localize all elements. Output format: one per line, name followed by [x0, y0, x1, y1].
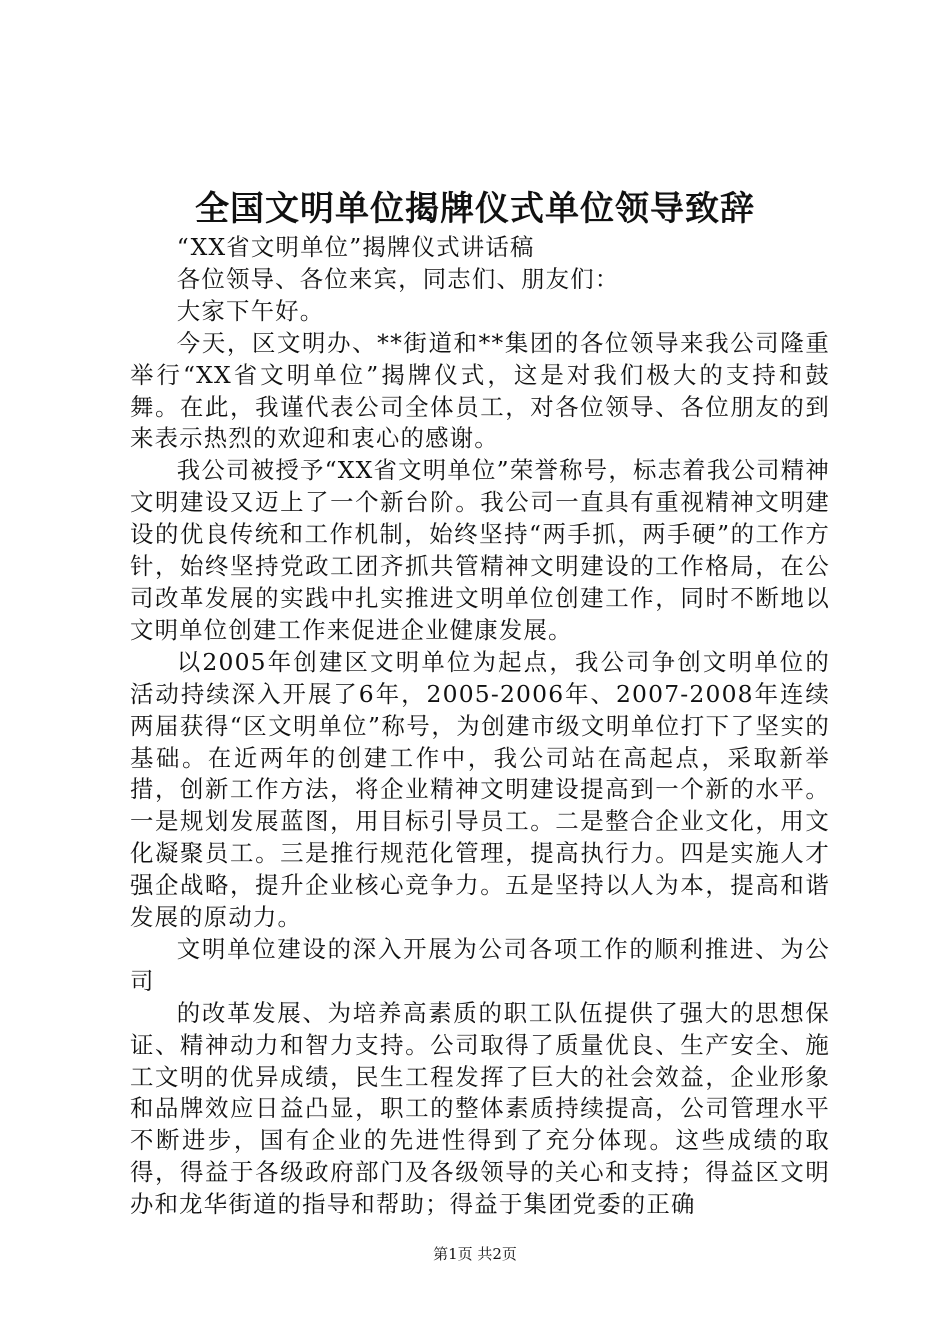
document-body — [130, 232, 830, 1221]
paragraph-impact-intro: 文明单位建设的深入开展为公司各项工作的顺利推进、为公司 — [130, 934, 830, 995]
paragraph-speech-heading: “XX省文明单位”揭牌仪式讲话稿 — [176, 233, 535, 261]
page-number-footer: 第1页 共2页 — [433, 1245, 517, 1263]
paragraph-impact: 的改革发展、为培养高素质的职工队伍提供了强大的思想保证、精神动力和智力支持。公司取得了质量优良、生产安全、施工文明的优异成绩，民生工程发挥了巨大的社会效益，企业形象和品牌效应日益凸显，职工的整体素质持续提高，公司管理水平不断进步，国有企业的先进性得到了充分体现。这些成绩的取得，得益于各级政府部门及各级领导的关心和支持；得益区文明办和龙华街道的指导和帮助；得益于集团党委的正确 — [130, 998, 830, 1219]
paragraph-good-afternoon: 大家下午好。 — [176, 296, 325, 325]
paragraph-greeting: 各位领导、各位来宾，同志们、朋友们： — [176, 264, 620, 293]
paragraph-welcome: 今天，区文明办、**街道和**集团的各位领导来我公司隆重举行“XX省文明单位”揭牌仪式，这是对我们极大的支持和鼓舞。在此，我谨代表公司全体员工，对各位领导、各位朋友的到来表示热烈的欢迎和衷心的感谢。 — [130, 328, 830, 453]
paragraph-honor: 我公司被授予“XX省文明单位”荣誉称号，标志着我公司精神文明建设又迈上了一个新台阶。我公司一直具有重视精神文明建设的优良传统和工作机制，始终坚持“两手抓，两手硬”的工作方针，始终坚持党政工团齐抓共管精神文明建设的工作格局，在公司改革发展的实践中扎实推进文明单位创建工作，同时不断地以文明单位创建工作来促进企业健康发展。 — [130, 456, 830, 644]
document-title: 全国文明单位揭牌仪式单位领导致辞 — [195, 189, 755, 229]
paragraph-history: 以2005年创建区文明单位为起点，我公司争创文明单位的活动持续深入开展了6年，2005-2006年、2007-2008年连续两届获得“区文明单位”称号，为创建市级文明单位打下了坚实的基础。在近两年的创建工作中，我公司站在高起点，采取新举措，创新工作方法，将企业精神文明建设提高到一个新的水平。一是规划发展蓝图，用目标引导员工。二是整合企业文化，用文化凝聚员工。三是推行规范化管理，提高执行力。四是实施人才强企战略，提升企业核心竞争力。五是坚持以人为本，提高和谐发展的原动力。 — [130, 647, 830, 932]
